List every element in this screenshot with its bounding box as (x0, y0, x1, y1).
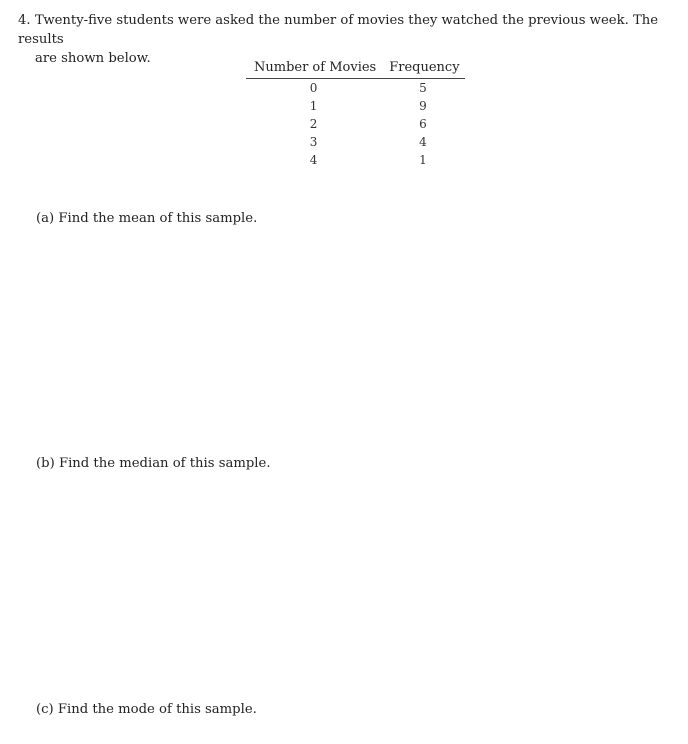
table-row (246, 151, 465, 169)
frequency-cell: 9 (419, 99, 427, 113)
question-line-1 (18, 11, 680, 49)
table-header-row (246, 59, 465, 79)
table-row (246, 115, 465, 133)
table-row (246, 97, 465, 115)
table-row (246, 79, 465, 98)
question-number: 4. (18, 13, 31, 28)
part-c-prompt (36, 701, 257, 719)
part-a-prompt (36, 210, 257, 228)
part-b-prompt (36, 455, 271, 473)
frequency-cell: 1 (419, 153, 427, 167)
column-header-frequency: Frequency (381, 59, 464, 79)
movies-cell: 4 (309, 153, 318, 167)
part-a-text: Find the mean of this sample. (58, 211, 258, 226)
question-text-line-2: are shown below. (35, 51, 151, 66)
part-a-label: (a) (36, 211, 55, 226)
movies-cell: 3 (309, 135, 318, 149)
frequency-cell: 4 (419, 135, 427, 149)
table-row (246, 133, 465, 151)
part-c-label: (c) (36, 702, 54, 717)
question-text-line-1: Twenty-five students were asked the number of movies they watched the previous week. The results (18, 13, 659, 47)
part-b-text: Find the median of this sample. (58, 456, 271, 471)
part-c-text: Find the mode of this sample. (57, 702, 257, 717)
column-header-movies: Number of Movies (246, 59, 381, 79)
movies-cell: 2 (309, 117, 318, 131)
frequency-cell: 6 (419, 117, 427, 131)
frequency-table (246, 59, 465, 169)
frequency-cell: 5 (419, 81, 427, 95)
movies-cell: 0 (309, 81, 318, 95)
movies-cell: 1 (309, 99, 318, 113)
part-b-label: (b) (36, 456, 55, 471)
